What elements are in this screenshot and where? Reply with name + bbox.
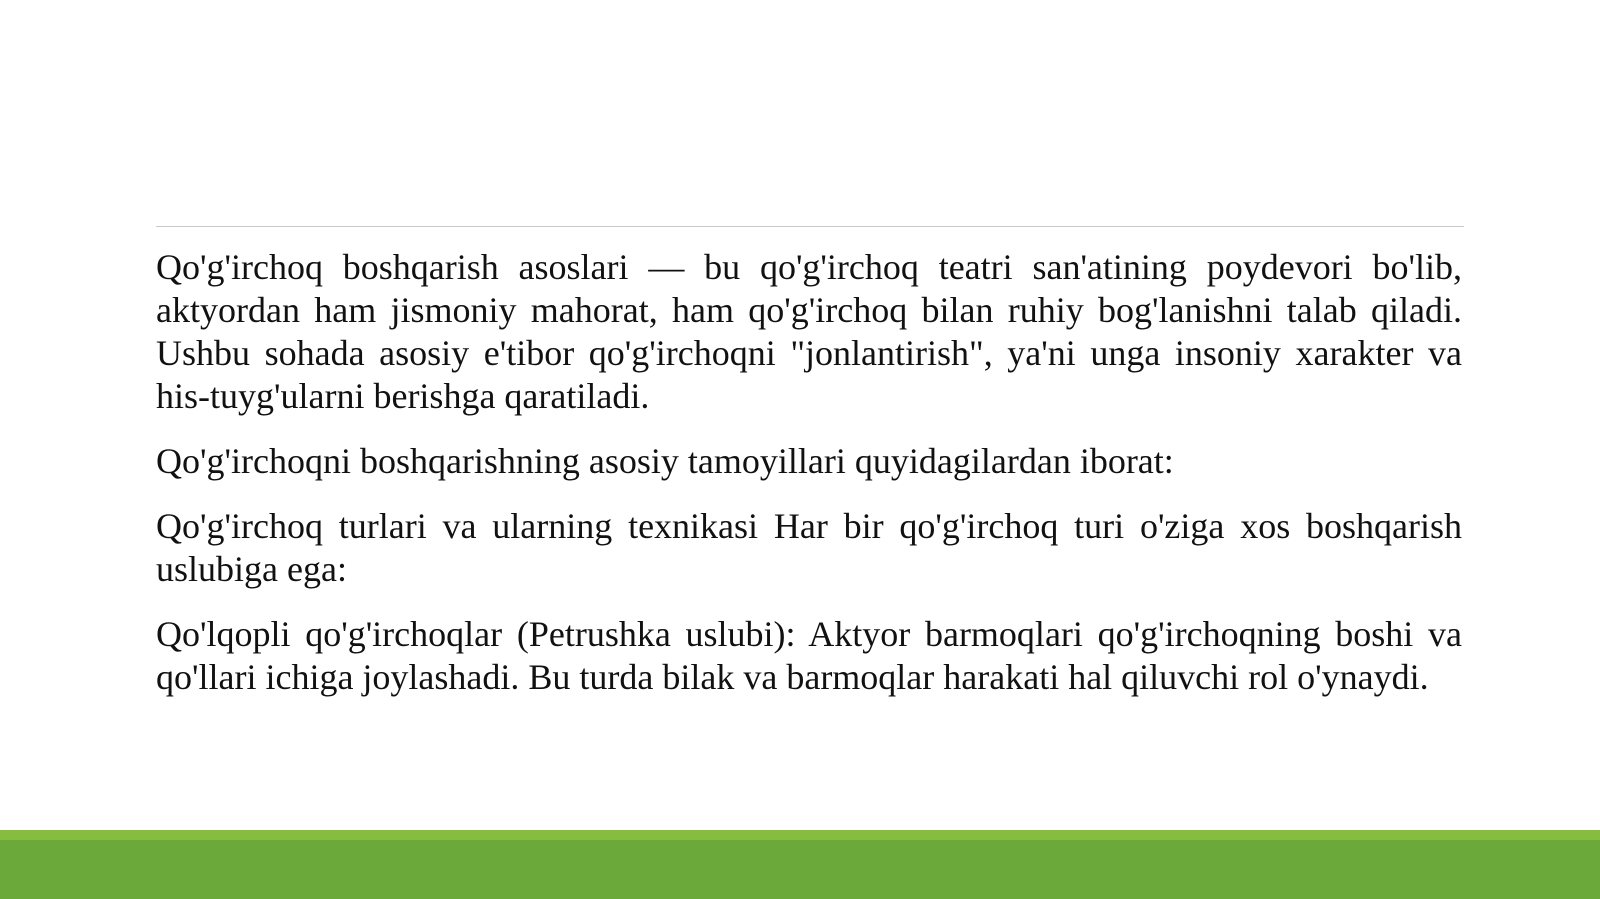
paragraph-glove-puppets: Qo'lqopli qo'g'irchoqlar (Petrushka uslubi): Aktyor barmoqlari qo'g'irchoqning boshi va qo'llari ichiga joylashadi. Bu turda bilak va barmoqlar harakati hal qiluvchi rol o'ynaydi.	[156, 614, 1462, 697]
paragraph-principles: Qo'g'irchoqni boshqarishning asosiy tamoyillari quyidagilardan iborat:	[156, 441, 1174, 481]
title-divider	[156, 226, 1464, 227]
footer-bar	[0, 830, 1600, 899]
paragraph-intro: Qo'g'irchoq boshqarish asoslari — bu qo'g'irchoq teatri san'atining poydevori bo'lib, aktyordan ham jismoniy mahorat, ham qo'g'irchoq bilan ruhiy bog'lanishni talab qiladi. Ushbu sohada asosiy e'tibor qo'g'irchoqni "jonlantirish", ya'ni unga insoniy xarakter va his-tuyg'ularni berishga qaratiladi.	[156, 247, 1462, 416]
slide-body	[156, 246, 1462, 721]
footer-bar-highlight	[0, 830, 1600, 840]
paragraph-puppet-types: Qo'g'irchoq turlari va ularning texnikasi Har bir qo'g'irchoq turi o'ziga xos boshqarish uslubiga ega:	[156, 506, 1462, 589]
